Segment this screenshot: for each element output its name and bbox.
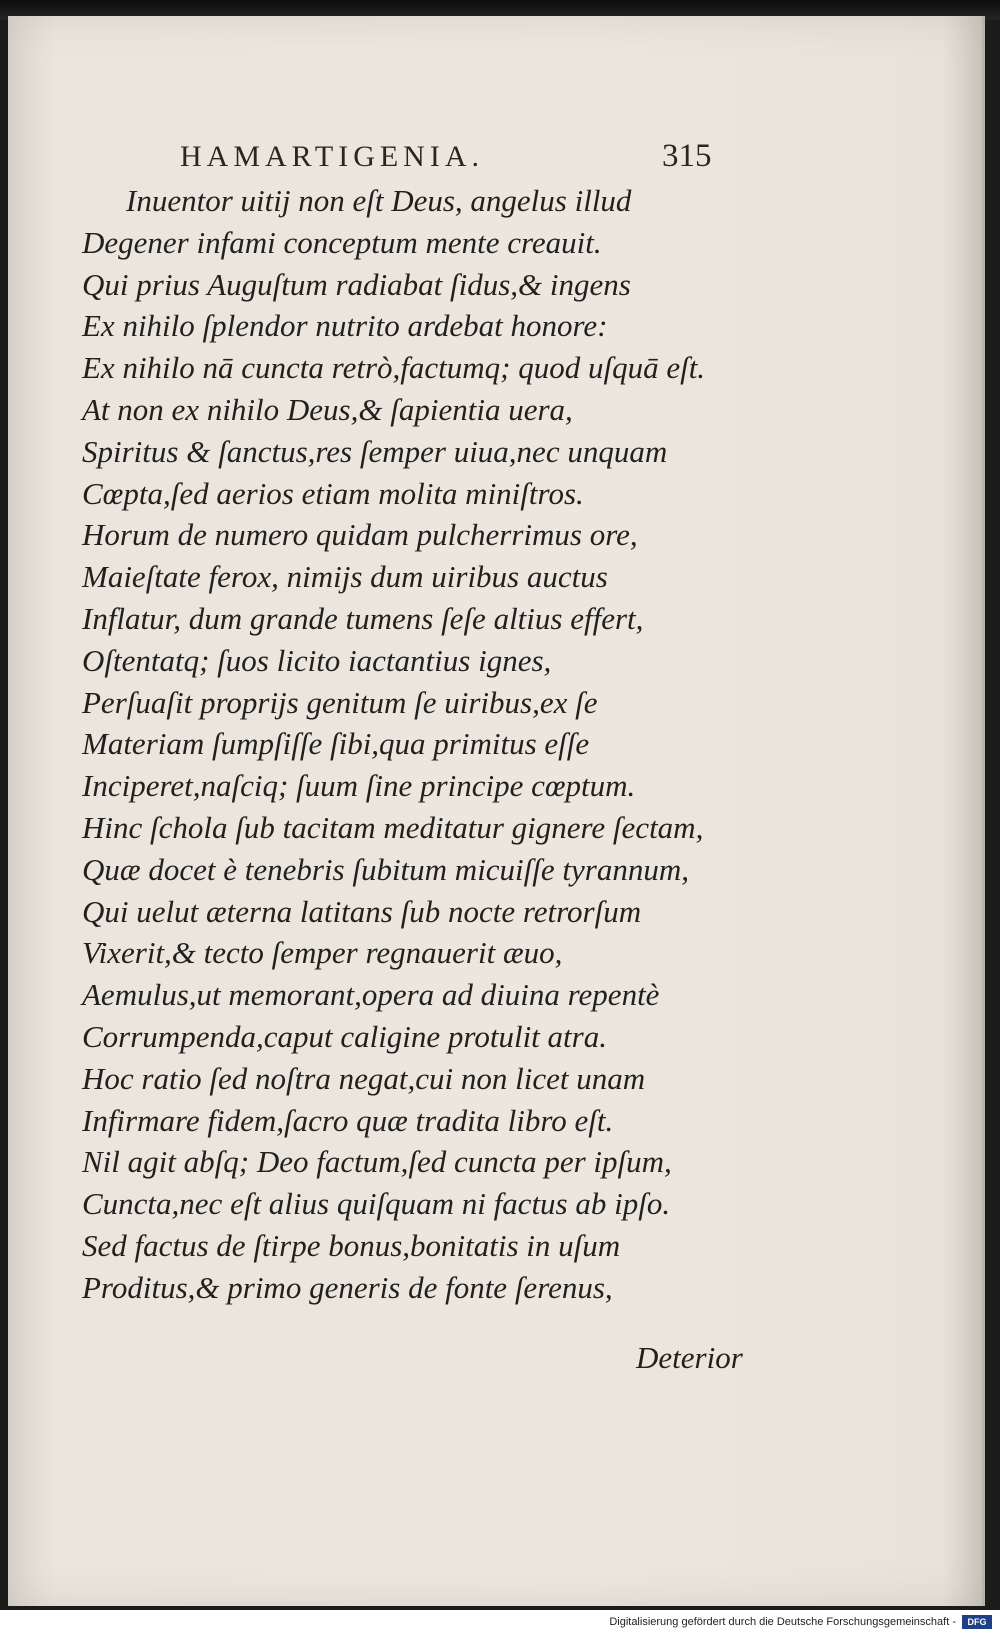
verse-line: At non ex nihilo Deus,& ſapientia uera, <box>82 391 573 427</box>
verse-line: Inuentor uitij non eſt Deus, angelus illud <box>126 183 632 218</box>
verse-line: Proditus,& primo generis de fonte ſerenus, <box>82 1269 613 1305</box>
verse-line: Hoc ratio ſed noſtra negat,cui non licet unam <box>82 1060 646 1096</box>
running-title: HAMARTIGENIA. <box>180 140 485 173</box>
verse-line: Quæ docet è tenebris ſubitum micuiſſe tyrannum, <box>82 851 689 887</box>
page-number: 315 <box>662 138 712 174</box>
verse-line: Cœpta,ſed aerios etiam molita miniſtros. <box>82 475 584 511</box>
verse-line: Ex nihilo nā cuncta retrò,factumq; quod uſquā eſt. <box>82 350 706 386</box>
verse-line: Materiam ſumpſiſſe ſibi,qua primitus eſſe <box>82 726 590 762</box>
verse-block <box>82 180 782 1309</box>
digitization-footer <box>0 1610 1000 1635</box>
verse-line: Hinc ſchola ſub tacitam meditatur gignere ſectam, <box>82 809 704 845</box>
book-page <box>8 16 985 1606</box>
verse-line: Corrumpenda,caput caligine protulit atra. <box>82 1018 607 1054</box>
verse-line: Horum de numero quidam pulcherrimus ore, <box>82 517 638 553</box>
verse-line: Oſtentatq; ſuos licito iactantius ignes, <box>82 642 552 678</box>
dfg-logo: DFG <box>962 1615 992 1629</box>
verse-line: Ex nihilo ſplendor nutrito ardebat honore: <box>82 308 608 344</box>
verse-line: Sed factus de ſtirpe bonus,bonitatis in uſum <box>82 1227 621 1263</box>
verse-line: Spiritus & ſanctus,res ſemper uiua,nec unquam <box>82 433 668 469</box>
verse-line: Perſuaſit proprijs genitum ſe uiribus,ex ſe <box>82 684 598 720</box>
verse-line: Qui prius Auguſtum radiabat ſidus,& ingens <box>82 266 631 302</box>
catchword: Deterior <box>636 1340 743 1375</box>
funding-credit: Digitalisierung gefördert durch die Deutsche Forschungsgemeinschaft - <box>609 1616 956 1628</box>
verse-line: Aemulus,ut memorant,opera ad diuina repentè <box>82 977 660 1013</box>
verse-line: Vixerit,& tecto ſemper regnauerit æuo, <box>82 935 563 971</box>
verse-line: Maieſtate ferox, nimijs dum uiribus auctus <box>82 559 608 595</box>
verse-line: Nil agit abſq; Deo factum,ſed cuncta per ipſum, <box>82 1144 672 1180</box>
verse-line: Inflatur, dum grande tumens ſeſe altius effert, <box>82 600 644 636</box>
verse-line: Cuncta,nec eſt alius quiſquam ni factus ab ipſo. <box>82 1186 671 1222</box>
verse-line: Inciperet,naſciq; ſuum ſine principe cœptum. <box>82 768 636 804</box>
verse-line: Degener infami conceptum mente creauit. <box>82 224 602 260</box>
verse-line: Qui uelut æterna latitans ſub nocte retrorſum <box>82 893 642 929</box>
verse-line: Infirmare fidem,ſacro quæ tradita libro eſt. <box>82 1102 614 1138</box>
